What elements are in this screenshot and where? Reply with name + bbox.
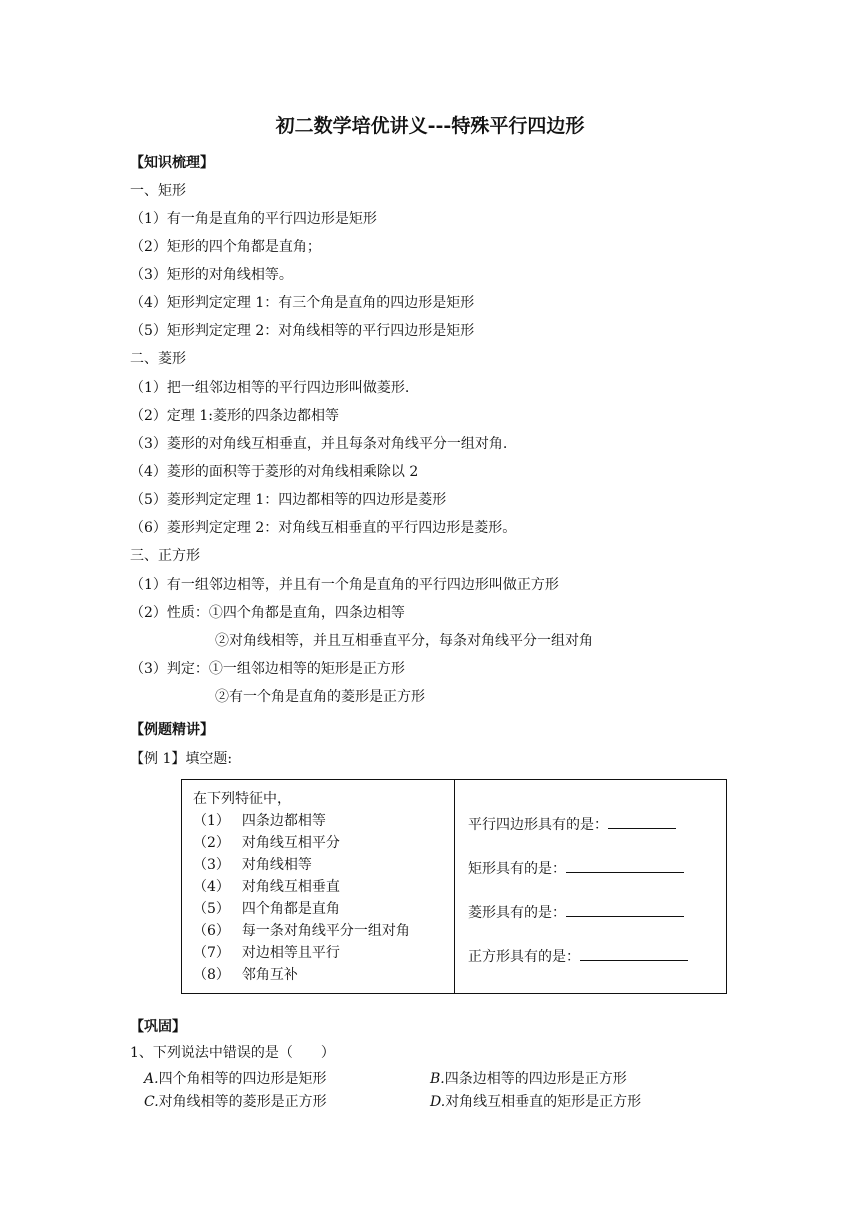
feature-row [193,921,410,941]
square-item: （2）性质：①四个角都是直角，四条边相等 [130,605,405,621]
option-b[interactable]: B.四条边相等的四边形是正方形 [430,1071,627,1087]
rhombus-item: （4）菱形的面积等于菱形的对角线相乘除以 2 [130,464,419,480]
feature-num: （8） [193,967,230,983]
question-1: 1、下列说法中错误的是（ ） [130,1045,335,1061]
square-item: ②对角线相等，并且互相垂直平分，每条对角线平分一组对角 [215,633,593,649]
answer-blank[interactable] [608,814,676,829]
rect-heading: 一、矩形 [130,183,186,199]
knowledge-heading: 【知识梳理】 [130,155,214,171]
feature-row [193,899,340,919]
feature-row [193,855,312,875]
example1-label: 【例 1】填空题: [130,751,233,767]
feature-num: （2） [193,835,230,851]
prompt-square: 正方形具有的是： [468,946,688,967]
feature-num: （4） [193,879,230,895]
table-intro: 在下列特征中， [193,791,291,807]
feature-num: （1） [193,813,230,829]
consolidate-heading: 【巩固】 [130,1019,186,1035]
rhombus-item: （1）把一组邻边相等的平行四边形叫做菱形. [130,380,410,396]
rhombus-item: （3）菱形的对角线互相垂直，并且每条对角线平分一组对角. [130,436,508,452]
feature-num: （5） [193,901,230,917]
table-divider [454,780,455,993]
feature-text: 四个角都是直角 [241,901,340,917]
feature-text: 对边相等且平行 [241,945,340,961]
option-d[interactable]: D.对角线互相垂直的矩形是正方形 [430,1094,642,1110]
answer-blank[interactable] [580,946,688,961]
prompt-rhombus: 菱形具有的是： [468,902,684,923]
feature-table [181,779,727,994]
feature-row [193,833,340,853]
answer-blank[interactable] [566,902,684,917]
square-item: （1）有一组邻边相等，并且有一个角是直角的平行四边形叫做正方形 [130,577,559,593]
rect-item: （5）矩形判定定理 2：对角线相等的平行四边形是矩形 [130,323,475,339]
feature-text: 对角线互相平分 [241,835,340,851]
rect-item: （2）矩形的四个角都是直角； [130,239,321,255]
rhombus-item: （2）定理 1:菱形的四条边都相等 [130,408,339,424]
option-c[interactable]: C.对角线相等的菱形是正方形 [144,1094,327,1110]
rect-item: （1）有一角是直角的平行四边形是矩形 [130,211,377,227]
prompt-rectangle: 矩形具有的是： [468,858,684,879]
feature-row [193,877,340,897]
feature-text: 四条边都相等 [241,813,326,829]
option-a[interactable]: A.四个角相等的四边形是矩形 [144,1071,327,1087]
feature-num: （6） [193,923,230,939]
square-item: ②有一个角是直角的菱形是正方形 [215,689,425,705]
square-item: （3）判定：①一组邻边相等的矩形是正方形 [130,661,405,677]
rhombus-item: （5）菱形判定定理 1：四边都相等的四边形是菱形 [130,492,447,508]
rhombus-item: （6）菱形判定定理 2：对角线互相垂直的平行四边形是菱形。 [130,520,517,536]
feature-num: （7） [193,945,230,961]
answer-blank[interactable] [566,858,684,873]
feature-row [193,943,340,963]
feature-row [193,965,298,985]
square-heading: 三、正方形 [130,548,200,564]
rect-item: （3）矩形的对角线相等。 [130,267,293,283]
feature-text: 邻角互补 [241,967,298,983]
prompt-parallelogram: 平行四边形具有的是： [468,814,676,835]
rect-item: （4）矩形判定定理 1：有三个角是直角的四边形是矩形 [130,295,475,311]
page-title: 初二数学培优讲义---特殊平行四边形 [275,115,585,137]
feature-num: （3） [193,857,230,873]
feature-row [193,811,326,831]
feature-text: 对角线互相垂直 [241,879,340,895]
feature-text: 对角线相等 [241,857,312,873]
feature-text: 每一条对角线平分一组对角 [241,923,410,939]
rhombus-heading: 二、菱形 [130,351,186,367]
example-heading: 【例题精讲】 [130,722,214,738]
